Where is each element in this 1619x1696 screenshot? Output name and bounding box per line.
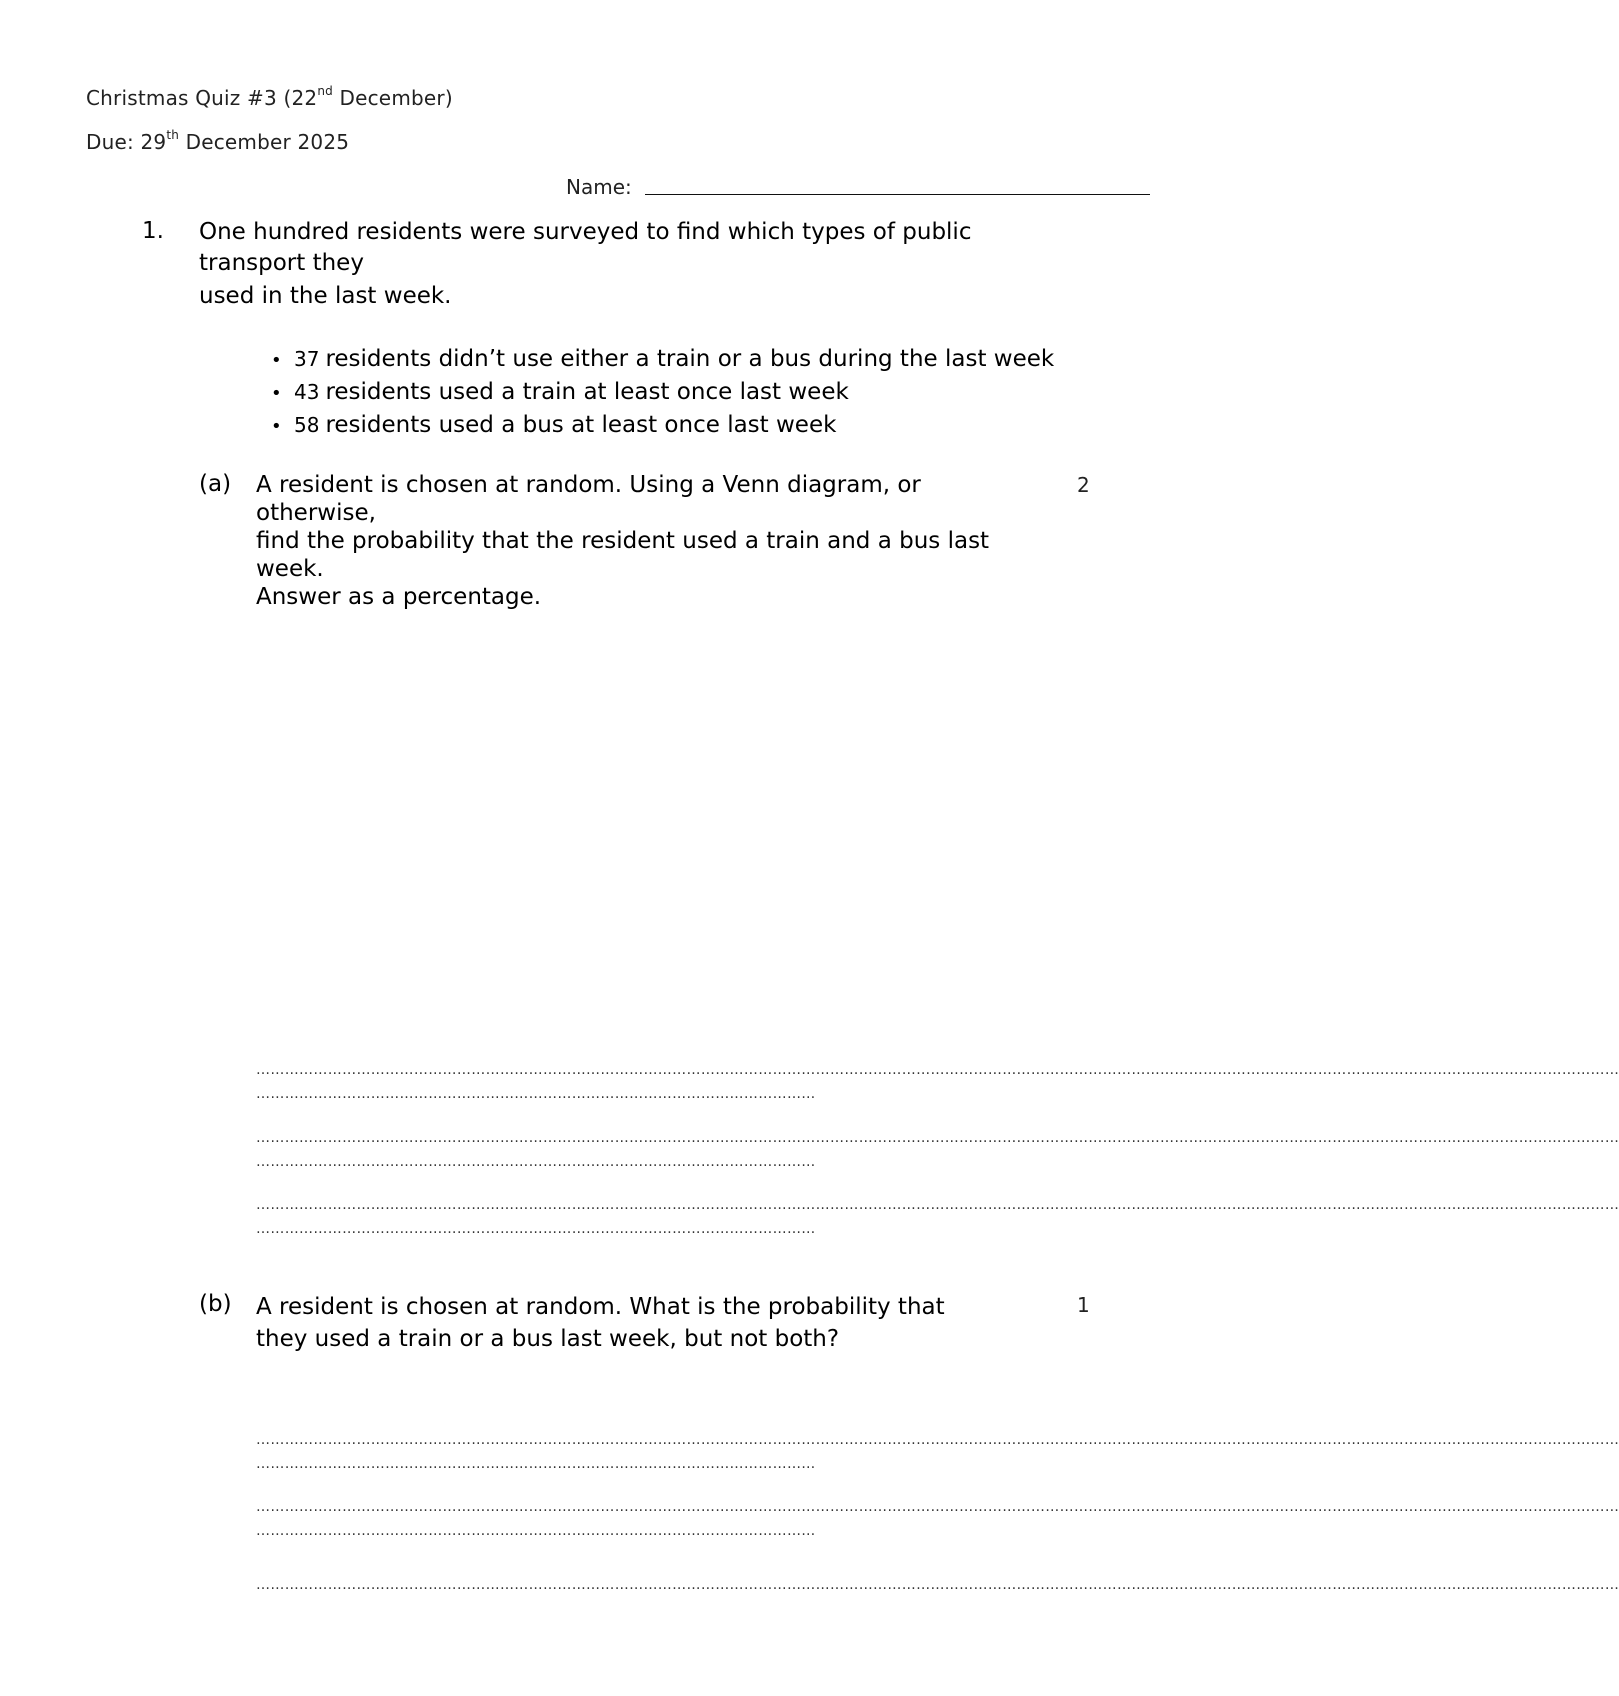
- part-a-label: (a): [199, 471, 232, 497]
- question-line: otherwise,: [256, 500, 376, 526]
- name-field[interactable]: [645, 194, 1150, 195]
- question-line: find the probability that the resident used a train and a bus last: [256, 528, 990, 554]
- name-label: Name:: [566, 175, 632, 199]
- part-b-marks: 1: [1077, 1293, 1090, 1317]
- list-item: [271, 346, 1054, 379]
- survey-facts-list: [271, 346, 1054, 445]
- fact-number: 43: [294, 380, 320, 404]
- part-a-marks: 2: [1077, 473, 1090, 497]
- fact-text: residents used a bus at least once last week: [325, 412, 837, 438]
- bullet-icon: •: [271, 350, 282, 371]
- answer-line[interactable]: …………………………………………………………………………………………………………………………………………………………………………………………………………………………………………………………… ………………………………………………………………………………………………………: [256, 1197, 1619, 1237]
- due-date: Due: 29th December 2025: [86, 128, 350, 154]
- list-item: [271, 379, 1054, 412]
- question-line: they used a train or a bus last week, but not both?: [256, 1326, 840, 1352]
- part-b-question: [256, 1291, 945, 1355]
- list-item: [271, 412, 1054, 445]
- question-line: Answer as a percentage.: [256, 584, 542, 610]
- fact-number: 58: [294, 413, 320, 437]
- question-line: A resident is chosen at random. Using a Venn diagram, or: [256, 472, 921, 498]
- fact-number: 37: [294, 347, 320, 371]
- question-line: A resident is chosen at random. What is the probability that: [256, 1294, 945, 1320]
- question-number: 1.: [142, 218, 164, 244]
- answer-line[interactable]: ……………………………………………………………………………………………………………………………………………………………………………………………………………………………………………………………: [256, 1577, 1619, 1593]
- intro-line: One hundred residents were surveyed to find which types of public: [199, 219, 972, 245]
- part-a-question: [256, 471, 989, 611]
- bullet-icon: •: [271, 416, 282, 437]
- intro-line: transport they: [199, 250, 364, 276]
- bullet-icon: •: [271, 383, 282, 404]
- question-intro: [199, 216, 971, 313]
- fact-text: residents used a train at least once last week: [325, 379, 849, 405]
- answer-line[interactable]: …………………………………………………………………………………………………………………………………………………………………………………………………………………………………………………………… ………………………………………………………………………………………………………: [256, 1062, 1619, 1102]
- question-line: week.: [256, 556, 324, 582]
- answer-line[interactable]: …………………………………………………………………………………………………………………………………………………………………………………………………………………………………………………………… ………………………………………………………………………………………………………: [256, 1432, 1619, 1472]
- answer-line[interactable]: …………………………………………………………………………………………………………………………………………………………………………………………………………………………………………………………… ………………………………………………………………………………………………………: [256, 1130, 1619, 1170]
- answer-line[interactable]: …………………………………………………………………………………………………………………………………………………………………………………………………………………………………………………………… ………………………………………………………………………………………………………: [256, 1499, 1619, 1539]
- intro-line: used in the last week.: [199, 283, 452, 309]
- quiz-title: Christmas Quiz #3 (22nd December): [86, 84, 453, 110]
- part-b-label: (b): [199, 1291, 232, 1317]
- fact-text: residents didn’t use either a train or a bus during the last week: [325, 346, 1055, 372]
